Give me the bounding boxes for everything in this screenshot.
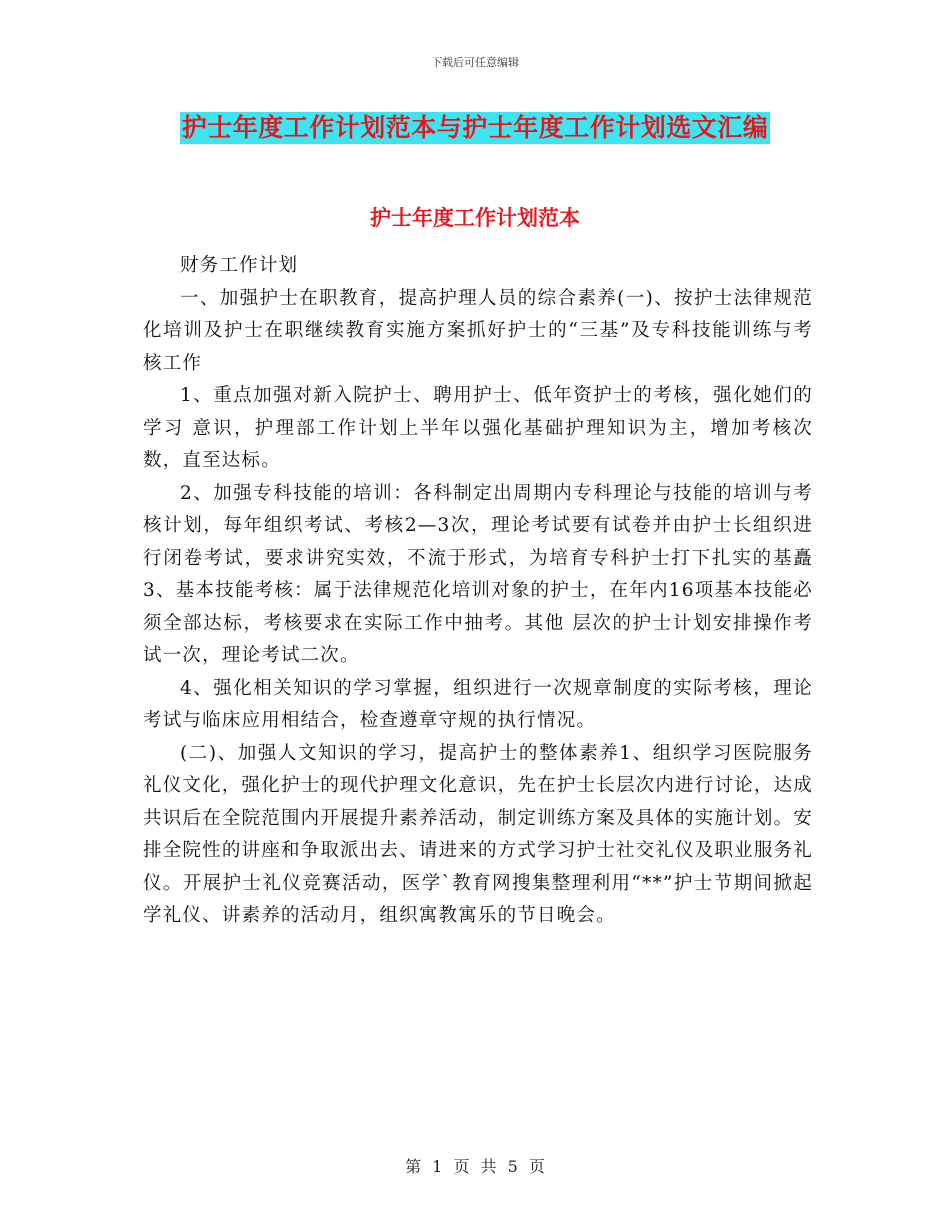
document-body [143, 250, 813, 933]
paragraph-1: 财务工作计划 [180, 255, 299, 276]
document-sub-title: 护士年度工作计划范本 [370, 205, 580, 230]
paragraph-4: 2、加强专科技能的培训：各科制定出周期内专科理论与技能的培训与考核计划，每年组织考试、考核2—3次，理论考试要有试卷并由护士长组织进行闭卷考试，要求讲究实效，不流于形式，为培育专科护士打下扎实的基矗3、基本技能考核：属于法律规范化培训对象的护士，在年内16项基本技能必须全部达标，考核要求在实际工作中抽考。其他 层次的护士计划安排操作考试一次，理论考试二次。 [143, 482, 813, 666]
paragraph-6: (二)、加强人文知识的学习，提高护士的整体素养1、组织学习医院服务礼仪文化，强化护士的现代护理文化意识，先在护士长层次内进行讨论，达成共识后在全院范围内开展提升素养活动，制定训练方案及具体的实施计划。安排全院性的讲座和争取派出去、请进来的方式学习护士社交礼仪及职业服务礼仪。开展护士礼仪竞赛活动，医学`教育网搜集整理利用“**”护士节期间掀起学礼仪、讲素养的活动月，组织寓教寓乐的节日晚会。 [143, 742, 813, 926]
document-main-title: 护士年度工作计划范本与护士年度工作计划选文汇编 [181, 113, 769, 142]
paragraph-3: 1、重点加强对新入院护士、聘用护士、低年资护士的考核，强化她们的学习 意识，护理部工作计划上半年以强化基础护理知识为主，增加考核次数，直至达标。 [143, 385, 813, 471]
page-footer: 第 1 页 共 5 页 [405, 1157, 545, 1176]
paragraph-5: 4、强化相关知识的学习掌握，组织进行一次规章制度的实际考核，理论考试与临床应用相结合，检查遵章守规的执行情况。 [143, 677, 813, 731]
page-header-note: 下载后可任意编辑 [431, 56, 519, 69]
paragraph-2: 一、加强护士在职教育，提高护理人员的综合素养(一)、按护士法律规范化培训及护士在职继续教育实施方案抓好护士的“三基”及专科技能训练与考核工作 [143, 287, 813, 374]
main-title-container [0, 112, 950, 144]
